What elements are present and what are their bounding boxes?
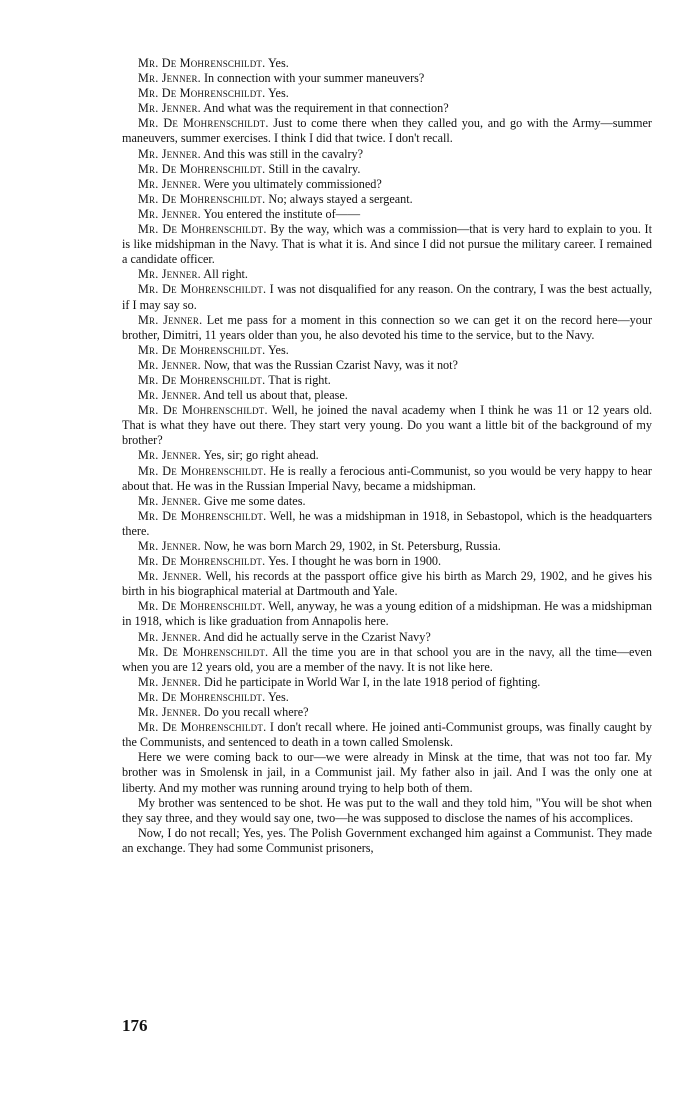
testimony-paragraph <box>122 554 652 569</box>
speaker-label: Mr. Jenner. <box>138 674 201 689</box>
paragraph-text: I was not disqualified for any reason. On the contrary, I was the best actually, if I may say so. <box>122 282 652 312</box>
testimony-paragraph <box>122 494 652 509</box>
testimony-paragraph <box>122 826 652 856</box>
speaker-label: Mr. De Mohrenschildt. <box>138 342 266 357</box>
testimony-paragraph <box>122 509 652 539</box>
speaker-label: Mr. De Mohrenschildt. <box>138 689 266 704</box>
paragraph-text: And what was the requirement in that connection? <box>200 101 449 116</box>
speaker-label: Mr. Jenner. <box>138 267 201 282</box>
paragraph-text: Let me pass for a moment in this connection so we can get it on the record here—your brother, Dimitri, 11 years older than you, he also devoted his time to the service, but to the Navy. <box>122 312 652 342</box>
paragraph-text: Now, that was the Russian Czarist Navy, was it not? <box>200 357 458 372</box>
paragraph-text: Do you recall where? <box>200 705 309 720</box>
testimony-paragraph <box>122 177 652 192</box>
paragraph-text: And this was still in the cavalry? <box>200 146 364 161</box>
testimony-paragraph <box>122 539 652 554</box>
speaker-label: Mr. Jenner. <box>138 388 201 403</box>
testimony-paragraph <box>122 750 652 795</box>
paragraph-text: Here we were coming back to our—we were already in Minsk at the time, that was not too far. My brother was in Smolensk in jail, in a Communist jail. My father also in jail. And I was the only one at liberty. And my mother was running around trying to help both of them. <box>122 750 652 795</box>
testimony-paragraph <box>122 373 652 388</box>
paragraph-text: Give me some dates. <box>200 493 306 508</box>
paragraph-text: Well, anyway, he was a young edition of a midshipman. He was a midshipman in 1918, which is like graduation from Annapolis here. <box>122 599 652 629</box>
testimony-paragraph <box>122 343 652 358</box>
testimony-paragraph <box>122 147 652 162</box>
testimony-paragraph <box>122 71 652 86</box>
speaker-label: Mr. Jenner. <box>138 312 203 327</box>
paragraph-text: Well, he joined the naval academy when I think he was 11 or 12 years old. That is what they have out there. They start very young. Do you want a little bit of the background of my brother? <box>122 403 652 448</box>
testimony-paragraph <box>122 720 652 750</box>
paragraph-text: And did he actually serve in the Czarist Navy? <box>200 629 431 644</box>
testimony-paragraph <box>122 690 652 705</box>
page-number: 176 <box>122 1016 148 1035</box>
testimony-paragraph <box>122 705 652 720</box>
paragraph-text: Yes. <box>265 56 289 70</box>
testimony-paragraph <box>122 192 652 207</box>
speaker-label: Mr. De Mohrenschildt. <box>138 599 266 614</box>
speaker-label: Mr. Jenner. <box>138 629 201 644</box>
speaker-label: Mr. Jenner. <box>138 569 202 584</box>
paragraph-text: Well, his records at the passport office give his birth as March 29, 1902, and he gives his birth in his biographical material at Dartmouth and Yale. <box>122 569 653 599</box>
paragraph-text: And tell us about that, please. <box>200 388 348 403</box>
paragraph-text: Yes. <box>265 689 289 704</box>
paragraph-text: He is really a ferocious anti-Communist, so you would be very happy to hear about that. He was in the Russian Imperial Navy, became a midshipman. <box>122 463 652 493</box>
speaker-label: Mr. De Mohrenschildt. <box>138 222 267 237</box>
speaker-label: Mr. De Mohrenschildt. <box>138 116 269 131</box>
speaker-label: Mr. Jenner. <box>138 539 201 553</box>
speaker-label: Mr. De Mohrenschildt. <box>138 644 269 659</box>
speaker-label: Mr. De Mohrenschildt. <box>138 191 266 206</box>
paragraph-text: Yes, sir; go right ahead. <box>200 448 319 463</box>
speaker-label: Mr. De Mohrenschildt. <box>138 282 267 297</box>
speaker-label: Mr. Jenner. <box>138 357 201 372</box>
speaker-label: Mr. De Mohrenschildt. <box>138 720 267 735</box>
speaker-label: Mr. Jenner. <box>138 146 201 161</box>
paragraph-text: Yes. I thought he was born in 1900. <box>265 554 442 569</box>
speaker-label: Mr. De Mohrenschildt. <box>138 372 266 387</box>
testimony-paragraph <box>122 630 652 645</box>
testimony-paragraph <box>122 358 652 373</box>
testimony-paragraph <box>122 222 652 267</box>
testimony-paragraph <box>122 116 652 146</box>
paragraph-text: All the time you are in that school you are in the navy, all the time—even when you are 12 years old, you are a member of the navy. It is not like here. <box>122 644 652 674</box>
paragraph-text: Yes. <box>265 86 289 101</box>
paragraph-text: Now, I do not recall; Yes, yes. The Polish Government exchanged him against a Communist. They made an exchange. They had some Communist prisoners, <box>122 825 652 855</box>
speaker-label: Mr. Jenner. <box>138 176 201 191</box>
testimony-paragraph <box>122 101 652 116</box>
paragraph-text: Still in the cavalry. <box>265 161 361 176</box>
paragraph-text: My brother was sentenced to be shot. He was put to the wall and they told him, "You will be shot when they say three, and they would say one, two—he was supposed to disclose the names of his accomplices. <box>122 795 652 825</box>
speaker-label: Mr. De Mohrenschildt. <box>138 161 266 176</box>
paragraph-text: Were you ultimately commissioned? <box>200 176 382 191</box>
speaker-label: Mr. De Mohrenschildt. <box>138 463 267 478</box>
paragraph-text: All right. <box>200 267 248 282</box>
speaker-label: Mr. Jenner. <box>138 71 201 86</box>
testimony-paragraph <box>122 86 652 101</box>
speaker-label: Mr. Jenner. <box>138 206 201 221</box>
testimony-paragraph <box>122 796 652 826</box>
speaker-label: Mr. Jenner. <box>138 493 201 508</box>
speaker-label: Mr. De Mohrenschildt. <box>138 508 267 523</box>
testimony-paragraph <box>122 448 652 463</box>
testimony-paragraph <box>122 162 652 177</box>
speaker-label: Mr. De Mohrenschildt. <box>138 403 268 418</box>
speaker-label: Mr. Jenner. <box>138 448 201 463</box>
speaker-label: Mr. De Mohrenschildt. <box>138 554 266 569</box>
testimony-paragraph <box>122 207 652 222</box>
paragraph-text: That is right. <box>265 372 331 387</box>
paragraph-text: By the way, which was a commission—that is very hard to explain to you. It is like midshipman in the Navy. That is what it is. And since I did not pursue the military career. I remained a candidate officer. <box>122 222 652 267</box>
paragraph-text: Did he participate in World War I, in the late 1918 period of fighting. <box>200 674 541 689</box>
testimony-paragraph <box>122 569 652 599</box>
paragraph-text: In connection with your summer maneuvers? <box>200 71 425 86</box>
speaker-label: Mr. Jenner. <box>138 101 201 116</box>
speaker-label: Mr. Jenner. <box>138 705 201 720</box>
testimony-paragraph <box>122 645 652 675</box>
paragraph-text: Well, he was a midshipman in 1918, in Sebastopol, which is the headquarters there. <box>122 508 652 538</box>
testimony-paragraph <box>122 56 652 71</box>
testimony-paragraph <box>122 267 652 282</box>
testimony-paragraph <box>122 599 652 629</box>
testimony-paragraph <box>122 282 652 312</box>
speaker-label: Mr. De Mohrenschildt. <box>138 56 266 70</box>
transcript-body <box>122 56 652 856</box>
paragraph-text: You entered the institute of—— <box>200 206 361 221</box>
paragraph-text: Now, he was born March 29, 1902, in St. Petersburg, Russia. <box>200 539 501 553</box>
paragraph-text: I don't recall where. He joined anti-Communist groups, was finally caught by the Communists, and sentenced to death in a town called Smolensk. <box>122 720 652 750</box>
paragraph-text: No; always stayed a sergeant. <box>265 191 413 206</box>
testimony-paragraph <box>122 313 652 343</box>
testimony-paragraph <box>122 388 652 403</box>
paragraph-text: Yes. <box>265 342 289 357</box>
testimony-paragraph <box>122 464 652 494</box>
testimony-paragraph <box>122 403 652 448</box>
paragraph-text: Just to come there when they called you, and go with the Army—summer maneuvers, summer exercises. I think I did that twice. I don't recall. <box>122 116 652 146</box>
testimony-paragraph <box>122 675 652 690</box>
speaker-label: Mr. De Mohrenschildt. <box>138 86 266 101</box>
